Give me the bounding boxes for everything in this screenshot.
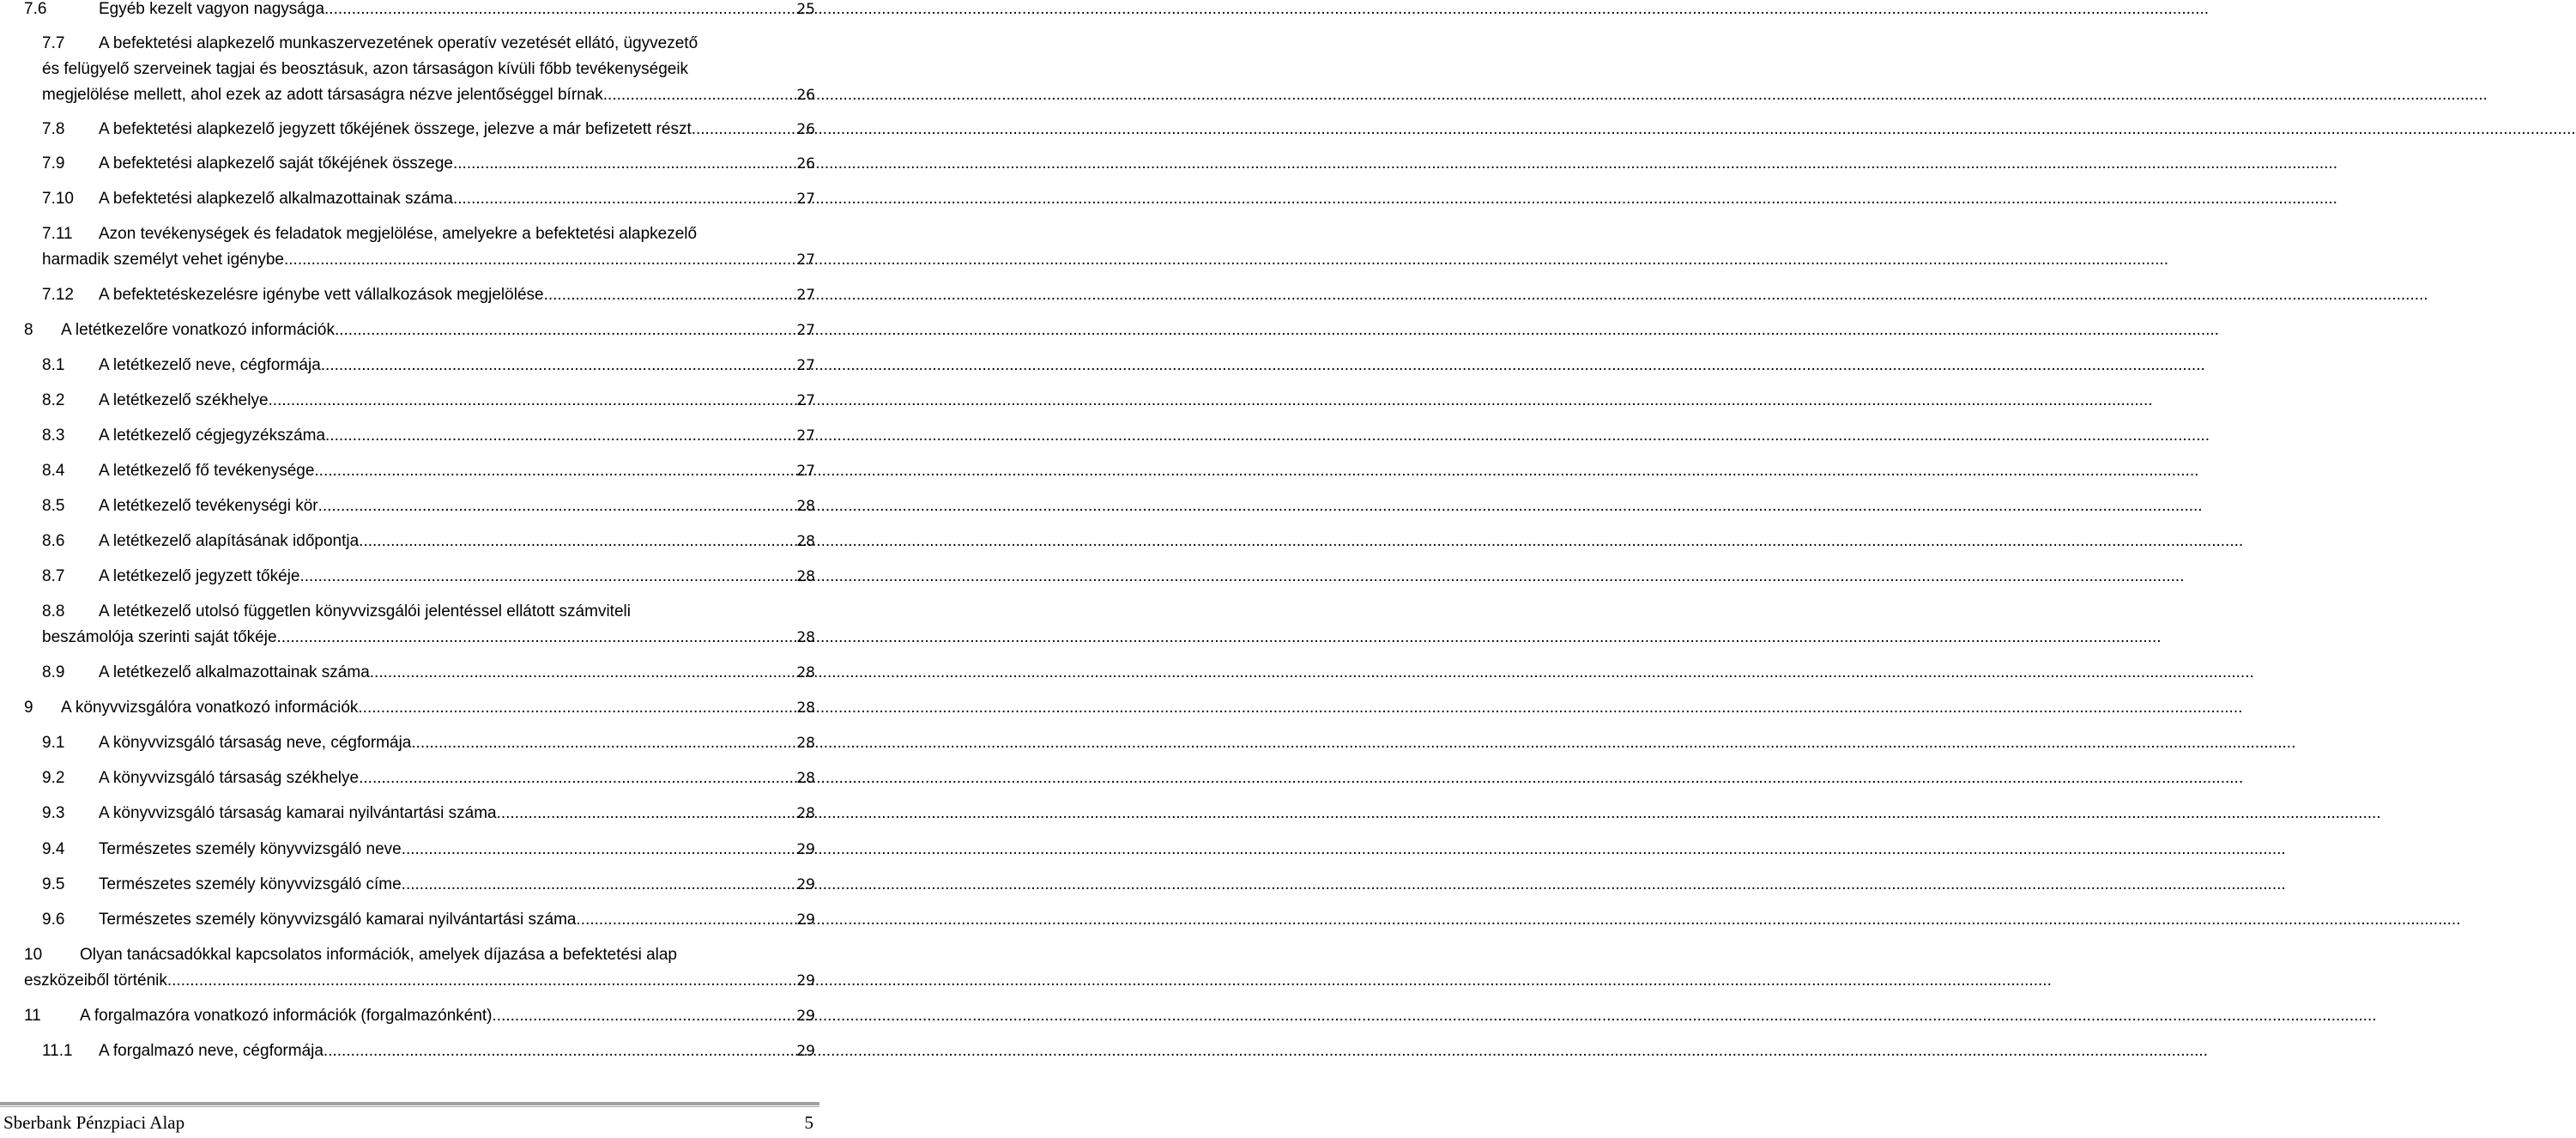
toc-title-line: A letétkezelő utolsó független könyvvizsgálói jelentéssel ellátott számviteli (99, 602, 631, 620)
toc-page: 27 (796, 357, 815, 374)
toc-title: Természetes személy könyvvizsgáló kamarai nyilvántartási száma (99, 911, 577, 929)
toc-title: A befektetési alapkezelő jegyzett tőkéjének összege, jelezve a már befizetett részt (99, 120, 692, 138)
toc-number: 8.6 (42, 532, 65, 550)
toc-number: 7.6 (24, 0, 47, 18)
toc-number: 9.6 (42, 911, 65, 929)
toc-title: A könyvvizsgáló társaság székhelye (99, 769, 360, 787)
toc-title: A letétkezelő cégjegyzékszáma (99, 427, 326, 445)
toc-title: A könyvvizsgálóra vonatkozó információk (61, 699, 359, 717)
toc-page: 28 (796, 805, 815, 822)
footer-document-title: Sberbank Pénzpiaci Alap (3, 1112, 185, 1133)
toc-number: 7.10 (42, 190, 74, 208)
toc-page: 27 (796, 392, 815, 409)
toc-title: eszközeiből történik (24, 972, 167, 990)
leader-dots (335, 318, 795, 343)
leader-dots (603, 82, 795, 108)
toc-number: 7.7 (42, 34, 65, 52)
leader-dots (277, 625, 795, 651)
toc-title: A letétkezelőre vonatkozó információk (61, 321, 335, 339)
toc-page: 27 (796, 251, 815, 269)
leader-dots (269, 388, 795, 414)
toc-title: A befektetési alapkezelő saját tőkéjének összege (99, 154, 453, 173)
toc-title: A letétkezelő jegyzett tőkéje (99, 567, 300, 585)
toc-number: 9.4 (42, 840, 65, 858)
toc-page: 28 (796, 735, 815, 752)
toc-page: 29 (796, 911, 815, 929)
toc-page: 27 (796, 322, 815, 339)
toc-title: A befektetéskezelésre igénybe vett vállalkozások megjelölése (99, 286, 544, 304)
toc-page: 29 (796, 1008, 815, 1025)
toc-title: A forgalmazó neve, cégformája (99, 1042, 324, 1060)
toc-page: 28 (796, 699, 815, 717)
toc-title: A letétkezelő neve, cégformája (99, 356, 321, 374)
toc-page: 29 (796, 841, 815, 858)
toc-title: A könyvvizsgáló társaság kamarai nyilvántartási száma (99, 804, 497, 822)
toc-number: 8.3 (42, 427, 65, 445)
toc-number: 7.12 (42, 286, 74, 304)
footer-divider-thin (0, 1106, 819, 1107)
toc-title: megjelölése mellett, ahol ezek az adott társaságra nézve jelentőséggel bírnak (42, 86, 603, 104)
toc-number: 7.8 (42, 120, 65, 138)
toc-page: 29 (796, 876, 815, 893)
toc-title: Természetes személy könyvvizsgáló címe (99, 875, 402, 893)
toc-page: 27 (796, 287, 815, 304)
toc-title-line: Azon tevékenységek és feladatok megjelölése, amelyekre a befektetési alapkezelő (99, 225, 698, 243)
toc-page: 27 (796, 427, 815, 445)
toc-number: 9.5 (42, 875, 65, 893)
toc-number: 9.3 (42, 804, 65, 822)
toc-number: 8.7 (42, 567, 65, 585)
toc-page: 28 (796, 664, 815, 681)
toc-number: 8.9 (42, 663, 65, 681)
toc-number: 9.2 (42, 769, 65, 787)
toc-number: 8.2 (42, 391, 65, 409)
toc-page: 25 (796, 1, 815, 18)
leader-dots (299, 564, 795, 590)
toc-number: 8.4 (42, 462, 65, 480)
toc-title-line: Olyan tanácsadókkal kapcsolatos információk, amelyek díjazása a befektetési alap (80, 946, 677, 964)
leader-dots (402, 837, 795, 863)
footer-page-number: 5 (804, 1112, 813, 1133)
leader-dots (411, 730, 795, 756)
toc-page: 28 (796, 568, 815, 585)
toc-page: 28 (796, 498, 815, 515)
toc-title-line: A befektetési alapkezelő munkaszervezetének operatív vezetését ellátó, ügyvezető (99, 34, 698, 52)
toc-page: 28 (796, 629, 815, 646)
leader-dots (358, 695, 795, 721)
toc-page: 29 (796, 972, 815, 990)
toc-title: A forgalmazóra vonatkozó információk (forgalmazónként) (80, 1007, 493, 1025)
leader-dots (544, 282, 795, 308)
toc-number: 8 (24, 321, 33, 339)
toc-page: 26 (796, 155, 815, 173)
leader-dots (167, 968, 795, 994)
leader-dots (493, 1003, 795, 1029)
toc-title: A befektetési alapkezelő alkalmazottainak száma (99, 190, 453, 208)
toc-page: 26 (796, 121, 815, 138)
leader-dots (318, 493, 795, 519)
leader-dots (359, 529, 795, 554)
toc-title: Egyéb kezelt vagyon nagysága (99, 0, 325, 18)
toc-number: 8.5 (42, 497, 65, 515)
leader-dots (402, 872, 795, 898)
toc-title: A letétkezelő fő tevékenysége (99, 462, 315, 480)
toc-number: 8.1 (42, 356, 65, 374)
leader-dots (497, 801, 795, 826)
leader-dots (284, 247, 795, 273)
toc-number: 7.11 (42, 225, 73, 243)
leader-dots (314, 458, 795, 484)
toc-page: 29 (796, 1043, 815, 1060)
toc-page: 28 (796, 533, 815, 550)
toc-title: A letétkezelő alkalmazottainak száma (99, 663, 370, 681)
toc-number: 8.8 (42, 602, 65, 620)
leader-dots (324, 0, 795, 22)
toc-title: A letétkezelő tevékenységi kör (99, 497, 318, 515)
toc-number: 10 (24, 946, 43, 964)
toc-title: A letétkezelő székhelye (99, 391, 269, 409)
toc-number: 11 (24, 1007, 41, 1025)
toc-title: A letétkezelő alapításának időpontja (99, 532, 360, 550)
leader-dots (692, 117, 795, 142)
leader-dots (325, 423, 795, 449)
toc-page: 28 (796, 770, 815, 787)
toc-number: 11.1 (42, 1042, 73, 1060)
toc-number: 7.9 (42, 154, 65, 173)
leader-dots (359, 766, 795, 791)
toc-title: beszámolója szerinti saját tőkéje (42, 628, 277, 646)
leader-dots (453, 186, 795, 212)
toc-title: A könyvvizsgáló társaság neve, cégformája (99, 734, 412, 752)
toc-page: 26 (796, 87, 815, 104)
leader-dots (370, 660, 795, 686)
leader-dots (576, 907, 795, 933)
toc-number: 9 (24, 699, 33, 717)
leader-dots (324, 1038, 795, 1064)
leader-dots (321, 353, 795, 378)
toc-title-line: és felügyelő szerveinek tagjai és beosztásuk, azon társaságon kívüli főbb tevékenységeik (42, 60, 689, 78)
leader-dots (453, 151, 795, 177)
toc-page: 27 (796, 463, 815, 480)
toc-page: 27 (796, 191, 815, 208)
toc-number: 9.1 (42, 734, 65, 752)
footer-divider (0, 1102, 819, 1105)
toc-title: Természetes személy könyvvizsgáló neve (99, 840, 402, 858)
toc-title: harmadik személyt vehet igénybe (42, 251, 284, 269)
